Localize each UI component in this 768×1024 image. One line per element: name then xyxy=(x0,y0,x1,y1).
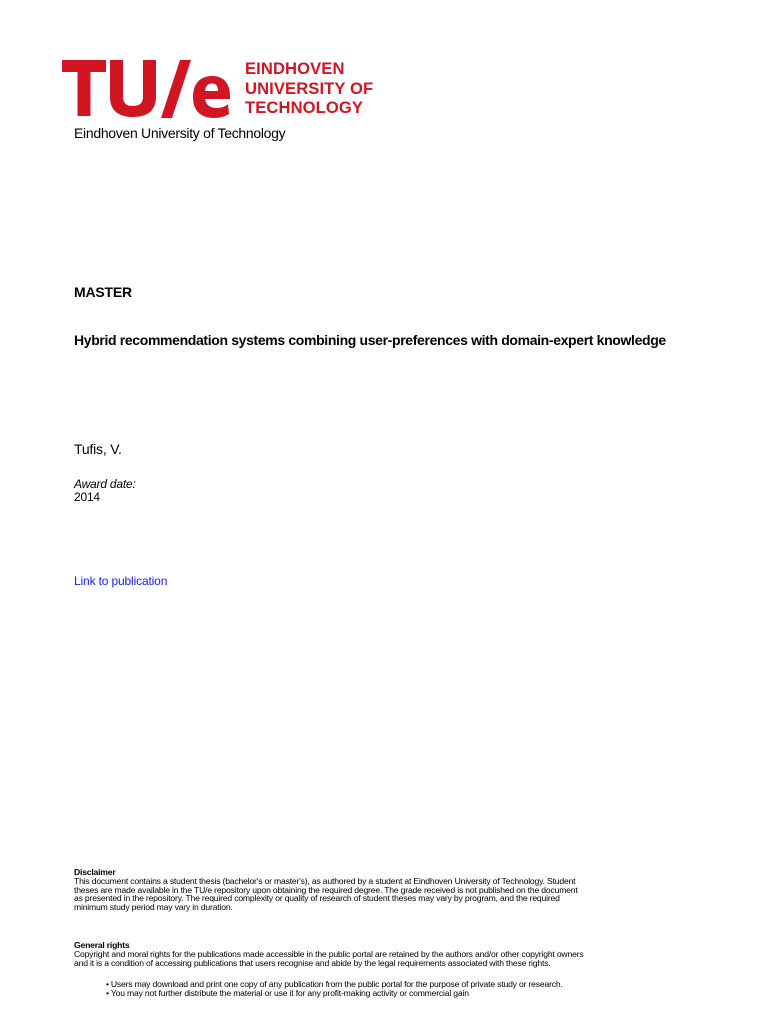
disclaimer-heading: Disclaimer xyxy=(74,867,116,877)
disclaimer-line: This document contains a student thesis (bachelor's or master's), as authored by a student at Eindhoven University of Technology. Student xyxy=(74,876,576,886)
link-to-publication[interactable]: Link to publication xyxy=(74,574,168,588)
author-name: Tufis, V. xyxy=(74,441,122,457)
general-rights-line: Copyright and moral rights for the publications made accessible in the public portal are retained by the authors and/or other copyright owners xyxy=(74,949,584,959)
logo-line-2: UNIVERSITY OF xyxy=(245,78,374,98)
general-rights-section xyxy=(74,941,734,967)
logo-wordmark xyxy=(245,59,373,118)
logo-line-1: EINDHOVEN xyxy=(245,59,345,78)
tue-logo-mark xyxy=(62,58,242,120)
institution-name: Eindhoven University of Technology xyxy=(74,125,286,141)
disclaimer-line: minimum study period may vary in duration. xyxy=(74,901,233,912)
disclaimer-line: as presented in the repository. The required complexity or quality of research of student theses may vary by program, and the required xyxy=(74,893,560,904)
award-date-label: Award date: xyxy=(74,477,136,491)
general-rights-heading: General rights xyxy=(74,940,130,950)
rights-bullet-item xyxy=(106,989,563,998)
rights-bullet-text: You may not further distribute the material or use it for any profit-making activity or commercial gain xyxy=(110,987,469,998)
bullet-icon: • xyxy=(106,979,109,989)
bullet-icon: • xyxy=(106,987,109,998)
document-type: MASTER xyxy=(74,284,132,300)
general-rights-line: and it is a condition of accessing publications that users recognise and abide by the legal requirements associated with these rights. xyxy=(74,957,551,968)
disclaimer-line: theses are made available in the TU/e repository upon obtaining the required degree. The grade received is not published on the document xyxy=(74,884,578,895)
rights-bullet-list xyxy=(106,980,563,998)
disclaimer-section xyxy=(74,868,734,911)
document-title: Hybrid recommendation systems combining user-preferences with domain-expert knowledge xyxy=(74,332,666,348)
rights-bullet-text: Users may download and print one copy of any publication from the public portal for the purpose of private study or research. xyxy=(110,979,563,989)
logo-line-3: TECHNOLOGY xyxy=(245,98,364,117)
award-date-value: 2014 xyxy=(74,490,100,504)
